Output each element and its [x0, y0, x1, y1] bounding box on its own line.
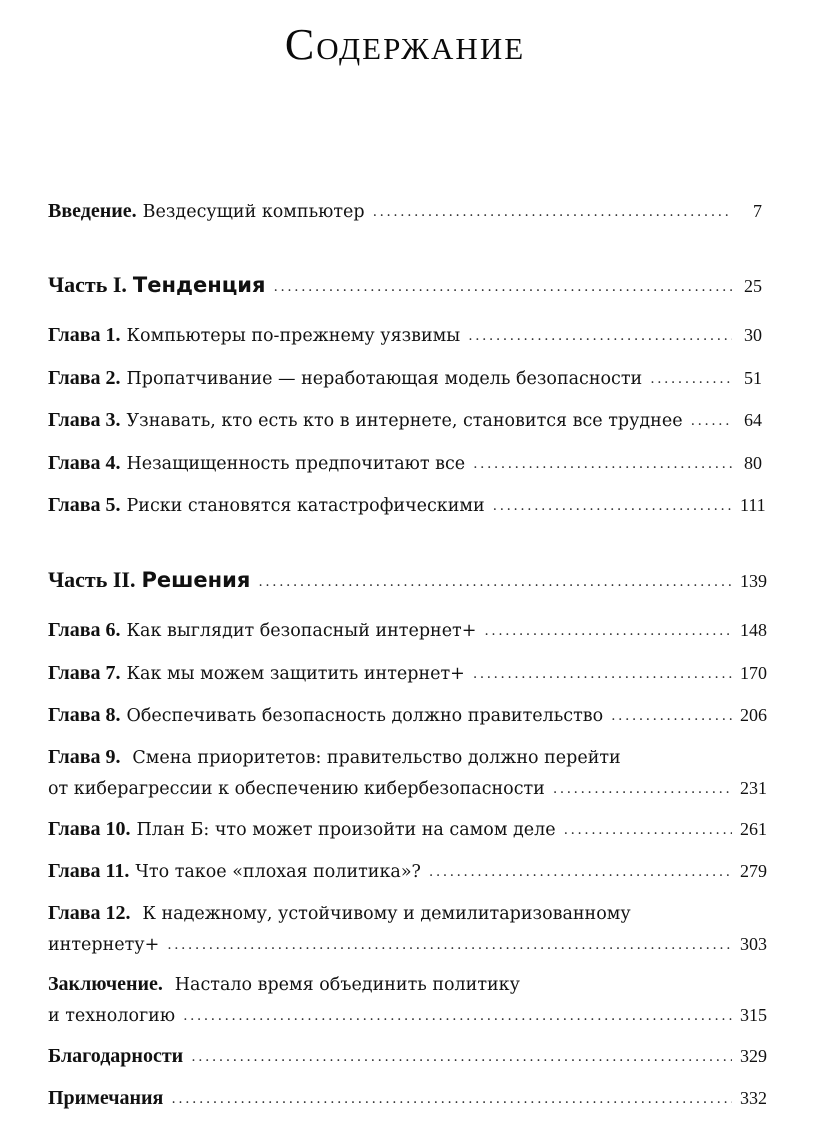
toc-entry-chapter-1[interactable]	[48, 320, 762, 352]
toc-entry-notes[interactable]	[48, 1083, 767, 1115]
entry-lead: Глава 10.	[48, 818, 131, 840]
entry-lead: Заключение.	[48, 973, 163, 995]
dot-leader	[493, 491, 732, 521]
toc-entry-conclusion[interactable]	[48, 969, 767, 1032]
page-number: 329	[740, 1046, 767, 1066]
page-number: 261	[740, 819, 767, 839]
page-number: 332	[740, 1088, 767, 1108]
toc-entry-acknowledgements[interactable]	[48, 1041, 767, 1073]
entry-title-continued: интернету+	[48, 935, 160, 955]
dot-leader	[468, 321, 732, 351]
entry-lead: Глава 8.	[48, 704, 121, 726]
part-lead: Часть I.	[48, 272, 127, 297]
entry-lead: Глава 6.	[48, 619, 121, 641]
entry-lead: Примечания	[48, 1087, 164, 1109]
entry-lead: Глава 3.	[48, 409, 121, 431]
toc-entry-chapter-9[interactable]	[48, 742, 767, 805]
dot-leader	[429, 857, 732, 887]
entry-title: План Б: что может произойти на самом деле	[136, 820, 556, 840]
entry-title: Незащищенность предпочитают все	[126, 454, 466, 474]
entry-lead: Глава 4.	[48, 452, 121, 474]
page-number: 30	[744, 325, 762, 345]
toc-entry-intro[interactable]	[48, 196, 762, 228]
dot-leader	[258, 567, 732, 597]
page-number: 64	[744, 410, 762, 430]
dot-leader	[553, 774, 732, 804]
entry-lead: Введение.	[48, 200, 137, 222]
dot-leader	[273, 272, 732, 302]
toc-entry-chapter-12[interactable]	[48, 898, 767, 961]
entry-title: Вездесущий компьютер	[142, 202, 365, 222]
entry-title: Риски становятся катастрофическими	[126, 496, 485, 516]
entry-lead: Глава 9.	[48, 746, 121, 768]
page-number: 279	[740, 861, 767, 881]
entry-title: Пропатчивание — неработающая модель безопасности	[126, 369, 643, 389]
page-number: 303	[740, 934, 767, 954]
dot-leader	[191, 1042, 732, 1072]
entry-title-continued: от киберагрессии к обеспечению кибербезопасности	[48, 779, 545, 799]
part-lead: Часть II.	[48, 567, 136, 592]
entry-title: Узнавать, кто есть кто в интернете, становится все труднее	[126, 411, 683, 431]
entry-lead: Глава 2.	[48, 367, 121, 389]
entry-title: Компьютеры по-прежнему уязвимы	[126, 326, 461, 346]
dot-leader	[473, 449, 732, 479]
entry-title: Как выглядит безопасный интернет+	[126, 621, 477, 641]
page-number: 139	[740, 571, 767, 591]
page-number: 170	[740, 663, 767, 683]
page-number: 206	[740, 705, 767, 725]
page-number: 25	[744, 276, 762, 296]
toc-entry-chapter-11[interactable]	[48, 856, 767, 888]
toc-part-1[interactable]	[48, 270, 762, 303]
page-number: 7	[753, 201, 762, 221]
entry-title: К надежному, устойчивому и демилитаризованному	[142, 904, 631, 924]
entry-lead: Глава 7.	[48, 662, 121, 684]
dot-leader	[373, 197, 732, 227]
toc-entry-chapter-6[interactable]	[48, 615, 767, 647]
entry-lead: Глава 5.	[48, 494, 121, 516]
dot-leader	[691, 406, 732, 436]
toc-entry-chapter-5[interactable]	[48, 490, 766, 522]
dot-leader	[171, 1084, 732, 1114]
entry-title: Как мы можем защитить интернет+	[126, 664, 465, 684]
page-number: 148	[740, 620, 767, 640]
dot-leader	[611, 701, 732, 731]
page-number: 80	[744, 453, 762, 473]
toc-entry-chapter-3[interactable]	[48, 405, 762, 437]
dot-leader	[484, 616, 732, 646]
toc-entry-chapter-4[interactable]	[48, 448, 762, 480]
entry-lead: Глава 1.	[48, 324, 121, 346]
page-number: 315	[740, 1005, 767, 1025]
toc-part-2[interactable]	[48, 565, 767, 598]
dot-leader	[167, 930, 732, 960]
page-number: 51	[744, 368, 762, 388]
toc-entry-chapter-7[interactable]	[48, 658, 767, 690]
part-name: Тенденция	[132, 273, 266, 297]
entry-title: Настало время объединить политику	[174, 975, 520, 995]
entry-title-continued: и технологию	[48, 1006, 176, 1026]
toc-entry-chapter-8[interactable]	[48, 700, 767, 732]
entry-title: Обеспечивать безопасность должно правительство	[126, 706, 604, 726]
dot-leader	[183, 1001, 732, 1031]
entry-title: Смена приоритетов: правительство должно перейти	[132, 748, 621, 768]
toc-entry-chapter-2[interactable]	[48, 363, 762, 395]
page-number: 111	[740, 495, 766, 515]
part-name: Решения	[141, 568, 251, 592]
dot-leader	[473, 659, 732, 689]
toc-entry-chapter-10[interactable]	[48, 814, 767, 846]
entry-lead: Глава 11.	[48, 860, 130, 882]
entry-title: Что такое «плохая политика»?	[135, 862, 421, 882]
entry-lead: Глава 12.	[48, 902, 131, 924]
dot-leader	[564, 815, 732, 845]
page-number: 231	[740, 778, 767, 798]
entry-lead: Благодарности	[48, 1045, 184, 1067]
page-title: Содержание	[284, 20, 526, 69]
dot-leader	[650, 364, 732, 394]
